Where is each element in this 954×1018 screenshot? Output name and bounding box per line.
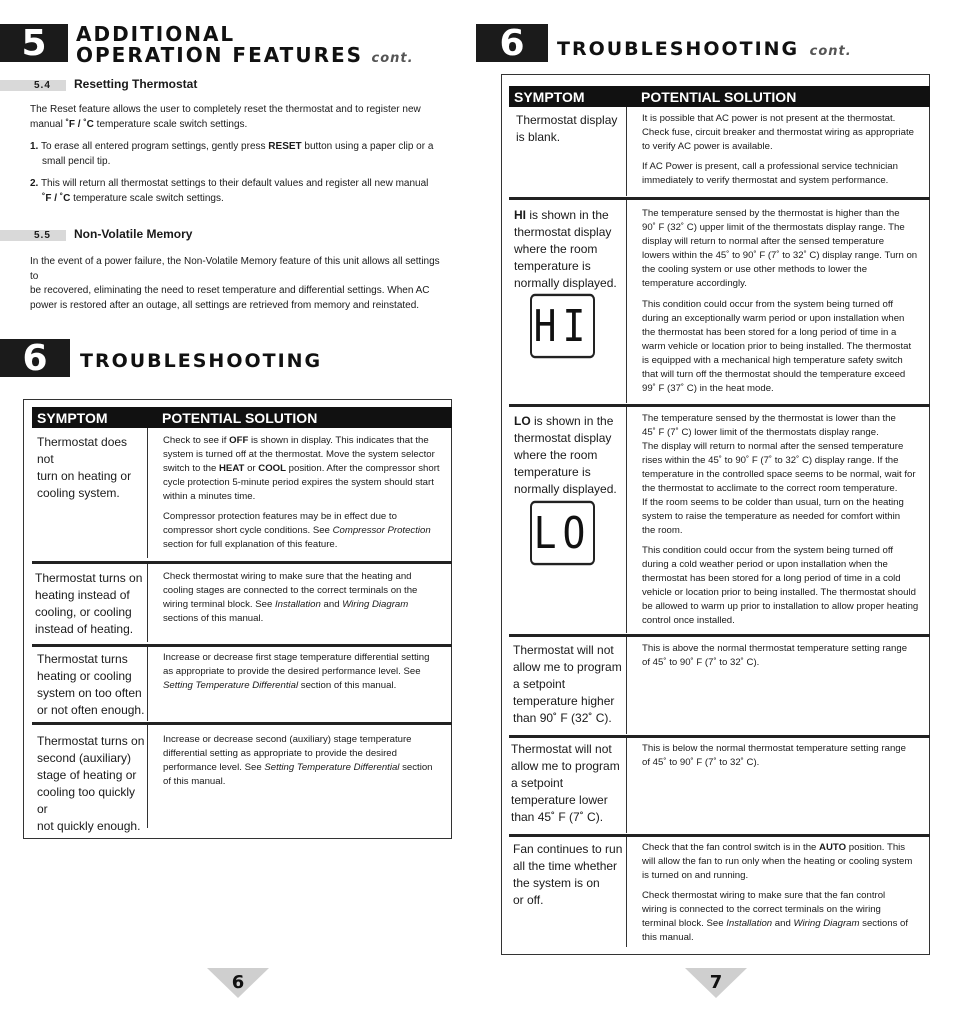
column-divider	[626, 200, 627, 403]
symptom-cell: Thermostat will not allow me to program a setpoint temperature higher than 90˚ F (32˚ C).	[513, 643, 622, 725]
symptom-cell: Thermostat does not turn on heating or cooling system.	[37, 435, 132, 500]
section-title-wrap	[557, 38, 852, 60]
solution-cell: It is possible that AC power is not present at the thermostat. Check fuse, circuit breaker and thermostat wiring as appropriate to verify AC power is available. If AC Power is present, call a professional service technician immediately to verify thermostat and system performance.	[642, 113, 914, 186]
symptom-cell: Thermostat will not allow me to program a setpoint temperature lower than 45˚ F (7˚ C).	[511, 742, 620, 824]
section-title-line2-wrap	[76, 43, 414, 67]
solution-cell: This is above the normal thermostat temperature setting range of 45˚ to 90˚ F (7˚ to 32˚ C).	[642, 643, 908, 668]
cont-label: cont.	[371, 51, 414, 66]
row-separator	[509, 404, 930, 407]
subsection-title: Resetting Thermostat	[74, 77, 198, 91]
row-separator	[509, 735, 930, 738]
lcd-display-hi: HI	[530, 294, 595, 358]
symptom-cell: Thermostat turns on heating instead of cooling, or cooling instead of heating.	[35, 571, 143, 636]
section-title: TROUBLESHOOTING	[557, 38, 800, 60]
table-header	[32, 407, 452, 428]
symptom-cell: LO is shown in the thermostat display where the room temperature is normally displayed.	[514, 414, 617, 496]
reset-step-2: 2. This will return all thermostat settings to their default values and register all new manual ˚F / ˚C temperature scale switch settings.	[30, 178, 429, 204]
non-volatile-description: In the event of a power failure, the Non-Volatile Memory feature of this unit allows all settings to be recovered, eliminating the need to reset temperature and differential settings. When AC power is restored after an outage, all settings are retrieved from memory and reinstated.	[30, 256, 440, 311]
page-number: 7	[709, 972, 723, 993]
symptom-cell: Thermostat display is blank.	[516, 113, 618, 144]
column-divider	[626, 637, 627, 734]
column-symptom: SYMPTOM	[37, 409, 108, 426]
section-number-6: 6	[476, 24, 548, 62]
subsection-number: 5.4	[0, 80, 66, 91]
section-title: TROUBLESHOOTING	[80, 350, 323, 372]
reset-description: The Reset feature allows the user to completely reset the thermostat and to register new manual ˚F / ˚C temperature scale switch settings.	[30, 104, 421, 130]
row-separator	[32, 722, 452, 725]
column-divider	[626, 407, 627, 633]
row-separator	[509, 834, 930, 837]
symptom-cell: HI is shown in the thermostat display where the room temperature is normally displayed.	[514, 208, 617, 290]
section-title-line2: OPERATION FEATURES	[76, 43, 364, 67]
section-number-6: 6	[0, 339, 70, 377]
section-title-line1: ADDITIONAL	[76, 22, 236, 46]
row-separator	[509, 634, 930, 637]
page-number-badge	[685, 968, 747, 998]
symptom-cell: Thermostat turns heating or cooling system on too often or not often enough.	[37, 652, 145, 717]
solution-cell: The temperature sensed by the thermostat is higher than the 90˚ F (32˚ C) upper limit of the thermostats display range. The display will return to normal after the sensed temperature lowers within the 45˚ to 90˚ F (7˚ to 32˚ C) display range. Turn on the cooling system or use other methods to lower the temperature accordingly. This condition could occur from the system being turned off during an exceptionally warm period or upon installation when the thermostat has been stored for a long period of time in a warm vehicle or location prior to being installed. The thermostat is equipped with a mechanical high temperature safety switch that will turn off the thermostat should the temperature exceed 99˚ F (37˚ C) in the heat mode.	[642, 208, 918, 394]
lcd-display-lo: LO	[530, 501, 595, 565]
solution-cell: Check thermostat wiring to make sure that the heating and cooling stages are connected to the correct terminals on the wiring terminal block. See Installation and Wiring Diagram sections of this manual.	[163, 571, 418, 624]
column-symptom: SYMPTOM	[514, 88, 585, 105]
solution-cell: Increase or decrease second (auxiliary) stage temperature differential setting as appropriate to provide the desired performance level. See Setting Temperature Differential section of this manual.	[163, 734, 433, 787]
solution-cell: Check that the fan control switch is in the AUTO position. This will allow the fan to run only when the heating or cooling system is turned on and running. Check thermostat wiring to make sure that the fan control wiring is connected to the correct terminals on the wiring terminal block. See Installation and Wiring Diagram sections of this manual.	[642, 842, 913, 943]
subsection-title: Non-Volatile Memory	[74, 227, 193, 241]
column-solution: POTENTIAL SOLUTION	[162, 409, 318, 426]
section-number-5: 5	[0, 24, 68, 62]
page-number: 6	[231, 972, 245, 993]
row-separator	[32, 644, 452, 647]
table-header	[509, 86, 930, 107]
solution-cell: Check to see if OFF is shown in display. This indicates that the system is turned off at the thermostat. Move the system selector switch to the HEAT or COOL position. After the compressor short cycle protection 5-minute period expires the system should start within a minutes time. Compressor protection features may be in effect due to compressor short cycle conditions. See Compressor Protection section for full explanation of this feature.	[163, 435, 440, 550]
column-divider	[626, 107, 627, 196]
row-separator	[32, 561, 452, 564]
page-number-badge	[207, 968, 269, 998]
symptom-cell: Fan continues to run all the time whether the system is on or off.	[513, 842, 623, 907]
reset-step-1: 1. To erase all entered program settings, gently press RESET button using a paper clip or a small pencil tip.	[30, 141, 434, 167]
column-divider	[147, 428, 148, 558]
column-divider	[626, 837, 627, 947]
solution-cell: Increase or decrease first stage temperature differential setting as appropriate to provide the desired performance level. See Setting Temperature Differential section of this manual.	[163, 652, 430, 691]
solution-cell: This is below the normal thermostat temperature setting range of 45˚ to 90˚ F (7˚ to 32˚ C).	[642, 743, 906, 768]
column-divider	[147, 564, 148, 642]
cont-label: cont.	[809, 44, 852, 59]
column-divider	[626, 738, 627, 833]
subsection-number: 5.5	[0, 230, 66, 241]
solution-cell: The temperature sensed by the thermostat is lower than the 45˚ F (7˚ C) lower limit of the thermostats display range. The display will return to normal after the sensed temperature rises within the 45˚ to 90˚ F (7˚ to 32˚ C) display range. If the temperature in the controlled space seems to be normal, wait for the thermostat to acclimate to the correct room temperature. If the room seems to be colder than usual, turn on the heating system to raise the temperature as needed for comfort within the room. This condition could occur from the system being turned off during a cold weather period or upon installation when the thermostat has been stored for a long period of time in a cold vehicle or location prior to being installed. The thermostat should be allowed to warm up prior to installation to allow proper heating control once installed.	[642, 413, 919, 626]
column-solution: POTENTIAL SOLUTION	[641, 88, 797, 105]
row-separator	[509, 197, 930, 200]
symptom-cell: Thermostat turns on second (auxiliary) stage of heating or cooling too quickly or not quickly enough.	[37, 734, 145, 833]
column-divider	[147, 647, 148, 721]
